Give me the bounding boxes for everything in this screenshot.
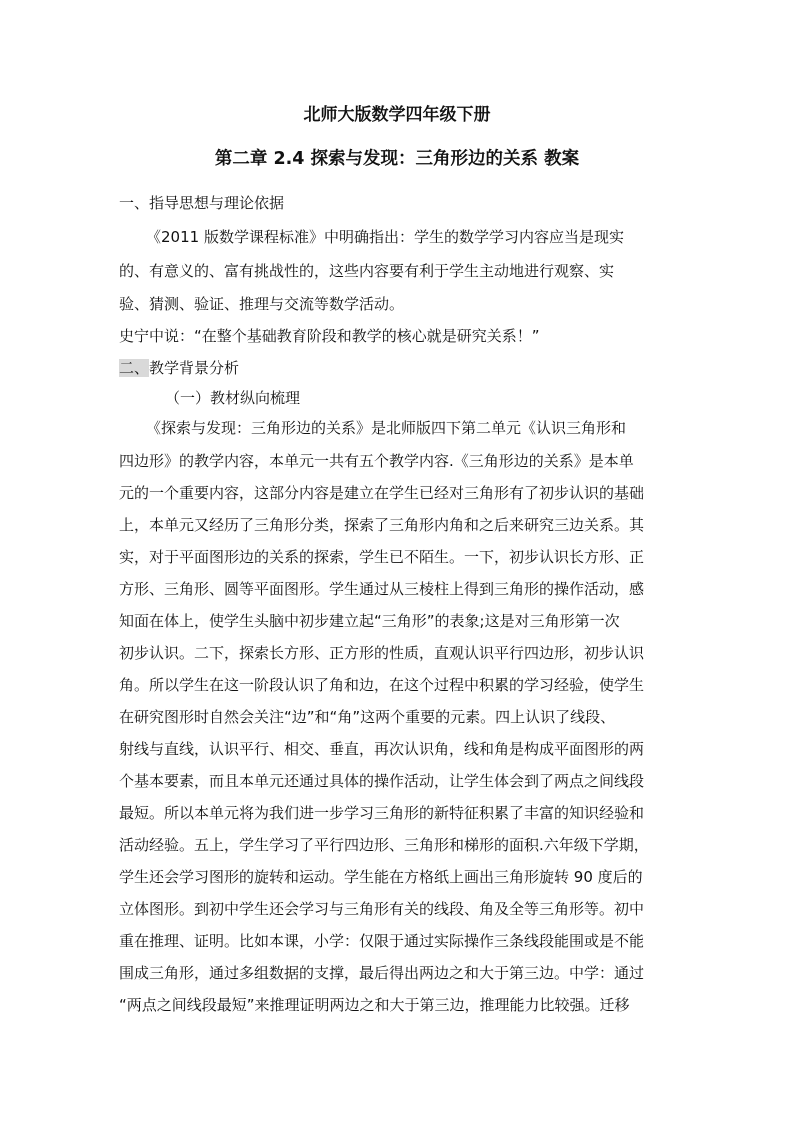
section-number-highlight: 二、 — [119, 359, 150, 377]
paragraph-line: 元的一个重要内容，这部分内容是建立在学生已经对三角形有了初步认识的基础 — [119, 484, 645, 502]
paragraph-line: 学生还会学习图形的旋转和运动。学生能在方格纸上画出三角形旋转 90 度后的 — [119, 868, 643, 886]
paragraph-line: 立体图形。到初中学生还会学习与三角形有关的线段、角及全等三角形等。初中 — [119, 900, 645, 918]
paragraph-line: 重在推理、证明。比如本课，小学：仅限于通过实际操作三条线段能围或是不能 — [119, 932, 645, 950]
paragraph-line: 《2011 版数学课程标准》中明确指出：学生的数学学习内容应当是现实 — [146, 228, 624, 246]
paragraph-line: 角。所以学生在这一阶段认识了角和边，在这个过程中积累的学习经验，使学生 — [119, 676, 645, 694]
paragraph-line: 验、猜测、验证、推理与交流等数学活动。 — [119, 295, 405, 313]
paragraph-line: 《探索与发现：三角形边的关系》是北师版四下第二单元《认识三角形和 — [146, 419, 627, 437]
paragraph-line: 最短。所以本单元将为我们进一步学习三角形的新特征积累了丰富的知识经验和 — [119, 804, 645, 822]
paragraph-line: 方形、三角形、圆等平面图形。学生通过从三棱柱上得到三角形的操作活动，感 — [119, 580, 645, 598]
paragraph-line: 个基本要素，而且本单元还通过具体的操作活动，让学生体会到了两点之间线段 — [119, 772, 645, 790]
document-title: 北师大版数学四年级下册 — [303, 105, 491, 125]
paragraph-line: 活动经验。五上，学生学习了平行四边形、三角形和梯形的面积.六年级下学期， — [119, 836, 649, 854]
section-heading-2 — [119, 357, 239, 379]
paragraph-line: 围成三角形，通过多组数据的支撑，最后得出两边之和大于第三边。中学：通过 — [119, 964, 645, 982]
paragraph-line: 射线与直线，认识平行、相交、垂直，再次认识角，线和角是构成平面图形的两 — [119, 740, 645, 758]
lesson-title: 第二章 2.4 探索与发现：三角形边的关系 教案 — [214, 149, 580, 169]
section-heading-text: 教学背景分析 — [149, 359, 240, 377]
quote-line: 史宁中说：“在整个基础教育阶段和教学的核心就是研究关系！” — [119, 327, 540, 345]
subsection-heading: （一）教材纵向梳理 — [165, 389, 301, 407]
paragraph-line: 上，本单元又经历了三角形分类，探索了三角形内角和之后来研究三边关系。其 — [119, 516, 645, 534]
paragraph-line: 四边形》的教学内容，本单元一共有五个教学内容.《三角形边的关系》是本单 — [119, 452, 634, 470]
paragraph-line: “两点之间线段最短”来推理证明两边之和大于第三边，推理能力比较强。迁移 — [119, 996, 630, 1014]
paragraph-line: 实，对于平面图形边的关系的探索，学生已不陌生。一下，初步认识长方形、正 — [119, 548, 645, 566]
paragraph-line: 在研究图形时自然会关注“边”和“角”这两个重要的元素。四上认识了线段、 — [119, 708, 616, 726]
paragraph-line: 的、有意义的、富有挑战性的，这些内容要有利于学生主动地进行观察、实 — [119, 262, 615, 280]
paragraph-line: 初步认识。二下，探索长方形、正方形的性质，直观认识平行四边形，初步认识 — [119, 644, 645, 662]
paragraph-line: 知面在体上，使学生头脑中初步建立起“三角形”的表象;这是对三角形第一次 — [119, 612, 620, 630]
section-heading-1: 一、指导思想与理论依据 — [119, 194, 285, 212]
